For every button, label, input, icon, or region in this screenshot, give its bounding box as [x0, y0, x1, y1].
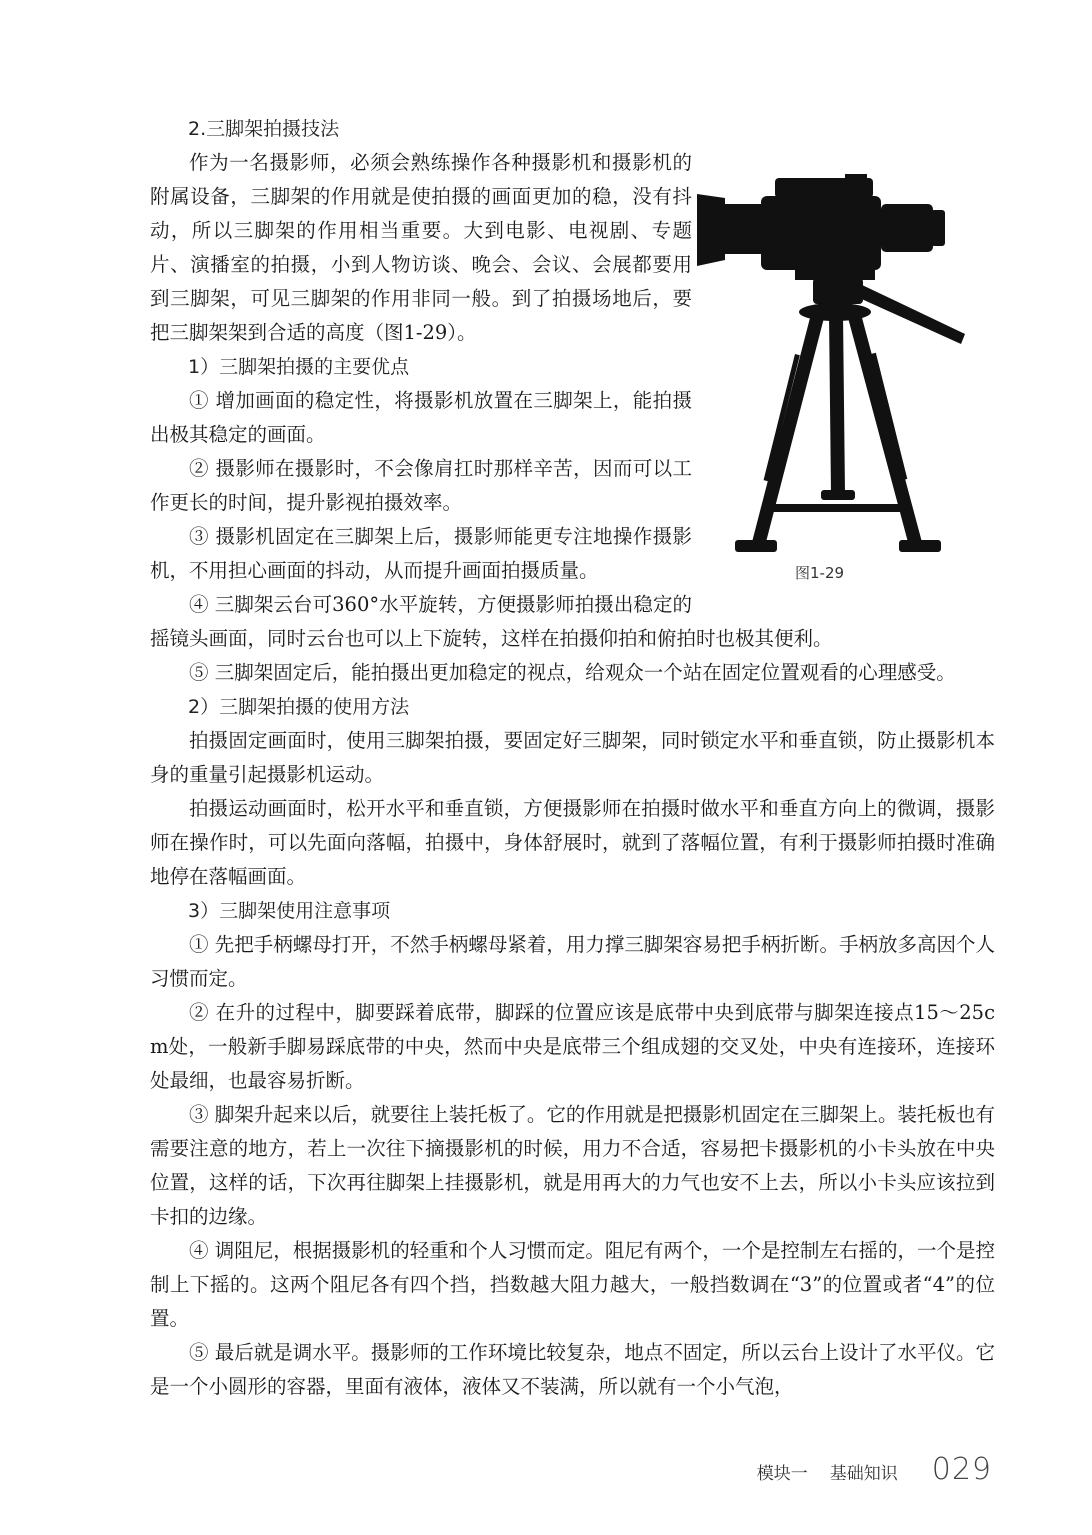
- page-number: 029: [931, 1452, 992, 1487]
- figure-1-29: [710, 146, 995, 598]
- usage-heading: 2）三脚架拍摄的使用方法: [188, 696, 410, 718]
- notes-heading: 3）三脚架使用注意事项: [188, 900, 391, 922]
- tripod-camera-silhouette-icon: [695, 174, 980, 564]
- advantages-heading: 1）三脚架拍摄的主要优点: [188, 356, 410, 378]
- footer-section: 基础知识: [829, 1464, 898, 1484]
- advantage-item: ② 摄影师在摄影时，不会像肩扛时那样辛苦，因而可以工作更长的时间，提升影视拍摄效率。: [150, 457, 692, 514]
- intro-paragraph: 作为一名摄影师，必须会熟练操作各种摄影机和摄影机的附属设备，三脚架的作用就是使拍摄的画面更加的稳，没有抖动，所以三脚架的作用相当重要。大到电影、电视剧、专题片、演播室的拍摄，小到人物访谈、晚会、会议、会展都要用到三脚架，可见三脚架的作用非同一般。到了拍摄场地后，要把三脚架架到合适的高度（图1-29）。: [150, 151, 692, 344]
- note-item: ① 先把手柄螺母打开，不然手柄螺母紧着，用力撑三脚架容易把手柄折断。手柄放多高因个人习惯而定。: [150, 933, 995, 990]
- footer-module: 模块一: [756, 1464, 808, 1484]
- note-item: ③ 脚架升起来以后，就要往上装托板了。它的作用就是把摄影机固定在三脚架上。装托板也有需要注意的地方，若上一次往下摘摄影机的时候，用力不合适，容易把卡摄影机的小卡头放在中央位置，这样的话，下次再往脚架上挂摄影机，就是用再大的力气也安不上去，所以小卡头应该拉到卡扣的边缘。: [150, 1103, 995, 1228]
- usage-paragraph: 拍摄固定画面时，使用三脚架拍摄，要固定好三脚架，同时锁定水平和垂直锁，防止摄影机本身的重量引起摄影机运动。: [150, 729, 995, 786]
- note-item: ② 在升的过程中，脚要踩着底带，脚踩的位置应该是底带中央到底带与脚架连接点15～25cm处，一般新手脚易踩底带的中央，然而中央是底带三个组成翅的交叉处，中央有连接环，连接环处最细，也最容易折断。: [150, 1001, 995, 1092]
- body-text: [150, 112, 995, 1404]
- figure-caption: 图1-29: [795, 564, 845, 582]
- section-heading: 2.三脚架拍摄技法: [188, 118, 340, 140]
- advantage-item: ⑤ 三脚架固定后，能拍摄出更加稳定的视点，给观众一个站在固定位置观看的心理感受。: [189, 661, 956, 684]
- note-item: ④ 调阻尼，根据摄影机的轻重和个人习惯而定。阻尼有两个，一个是控制左右摇的，一个是控制上下摇的。这两个阻尼各有四个挡，挡数越大阻力越大，一般挡数调在“3”的位置或者“4”的位置。: [150, 1239, 995, 1330]
- page-footer: [757, 1452, 992, 1487]
- advantage-item: ① 增加画面的稳定性，将摄影机放置在三脚架上，能拍摄出极其稳定的画面。: [150, 389, 692, 446]
- advantage-item: ④ 三脚架云台可360°水平旋转，方便摄影师拍摄出稳定的摇镜头画面，同时云台也可以上下旋转，这样在拍摄仰拍和俯拍时也极其便利。: [150, 593, 833, 650]
- note-item: ⑤ 最后就是调水平。摄影师的工作环境比较复杂，地点不固定，所以云台上设计了水平仪。它是一个小圆形的容器，里面有液体，液体又不装满，所以就有一个小气泡，: [150, 1341, 995, 1398]
- advantage-item: ③ 摄影机固定在三脚架上后，摄影师能更专注地操作摄影机，不用担心画面的抖动，从而提升画面拍摄质量。: [150, 525, 692, 582]
- usage-paragraph: 拍摄运动画面时，松开水平和垂直锁，方便摄影师在拍摄时做水平和垂直方向上的微调，摄影师在操作时，可以先面向落幅，拍摄中，身体舒展时，就到了落幅位置，有利于摄影师拍摄时准确地停在落幅画面。: [150, 797, 995, 888]
